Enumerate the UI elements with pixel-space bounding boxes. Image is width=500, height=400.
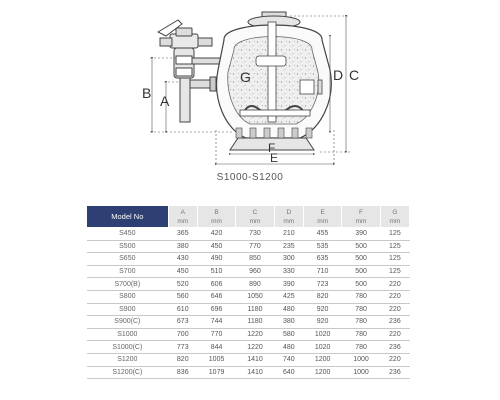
cell-value: 1180 <box>236 316 274 329</box>
table-header-row <box>87 206 410 228</box>
cell-value: 500 <box>342 240 380 253</box>
cell-value: 780 <box>342 341 380 354</box>
cell-value: 730 <box>236 228 274 241</box>
cell-value: 606 <box>197 278 235 291</box>
cell-value: 920 <box>303 303 341 316</box>
cell-value: 390 <box>342 228 380 241</box>
cell-value: 635 <box>303 253 341 266</box>
cell-value: 480 <box>274 303 303 316</box>
header-model: Model No <box>87 206 169 228</box>
table-row <box>87 366 410 379</box>
cell-value: 236 <box>380 341 409 354</box>
cell-value: 850 <box>236 253 274 266</box>
cell-model: S1000 <box>87 328 169 341</box>
cell-value: 1180 <box>236 303 274 316</box>
cell-model: S700(B) <box>87 278 169 291</box>
cell-value: 220 <box>380 303 409 316</box>
header-col-c <box>236 206 274 228</box>
cell-value: 220 <box>380 328 409 341</box>
cell-value: 1079 <box>197 366 235 379</box>
cell-value: 300 <box>274 253 303 266</box>
cell-value: 580 <box>274 328 303 341</box>
header-col-e <box>303 206 341 228</box>
dim-label-f: F <box>268 141 276 155</box>
header-col-g <box>380 206 409 228</box>
table-row <box>87 290 410 303</box>
cell-value: 780 <box>342 316 380 329</box>
cell-value: 510 <box>197 265 235 278</box>
cell-value: 1050 <box>236 290 274 303</box>
cell-value: 780 <box>342 303 380 316</box>
header-col-a <box>168 206 197 228</box>
cell-value: 710 <box>303 265 341 278</box>
header-col-f <box>342 206 380 228</box>
cell-value: 1220 <box>236 328 274 341</box>
cell-value: 740 <box>274 353 303 366</box>
cell-model: S650 <box>87 253 169 266</box>
cell-value: 560 <box>168 290 197 303</box>
cell-value: 380 <box>168 240 197 253</box>
filter-diagram <box>0 0 500 170</box>
cell-model: S500 <box>87 240 169 253</box>
table-row <box>87 316 410 329</box>
cell-model: S450 <box>87 228 169 241</box>
cell-value: 1000 <box>342 366 380 379</box>
cell-value: 780 <box>342 290 380 303</box>
cell-value: 1020 <box>303 328 341 341</box>
cell-model: S1200(C) <box>87 366 169 379</box>
header-unit: mm <box>283 217 295 225</box>
dim-label-e: E <box>270 151 279 165</box>
cell-value: 700 <box>168 328 197 341</box>
filter-tank <box>217 12 332 150</box>
table-row <box>87 253 410 266</box>
table-row <box>87 240 410 253</box>
cell-value: 820 <box>168 353 197 366</box>
cell-model: S900 <box>87 303 169 316</box>
cell-value: 500 <box>342 278 380 291</box>
header-unit: mm <box>355 217 367 225</box>
header-col-d <box>274 206 303 228</box>
cell-value: 696 <box>197 303 235 316</box>
cell-value: 125 <box>380 240 409 253</box>
header-letter: G <box>392 208 398 216</box>
dim-label-a: A <box>160 93 170 109</box>
cell-value: 773 <box>168 341 197 354</box>
cell-value: 490 <box>197 253 235 266</box>
cell-value: 610 <box>168 303 197 316</box>
cell-value: 780 <box>342 328 380 341</box>
dim-label-c: C <box>349 67 360 83</box>
cell-value: 770 <box>197 328 235 341</box>
table-row <box>87 228 410 241</box>
cell-value: 820 <box>303 290 341 303</box>
table-body <box>87 228 410 379</box>
cell-value: 480 <box>274 341 303 354</box>
cell-value: 1410 <box>236 353 274 366</box>
table-row <box>87 278 410 291</box>
cell-value: 220 <box>380 353 409 366</box>
cell-value: 920 <box>303 316 341 329</box>
cell-value: 500 <box>342 253 380 266</box>
cell-model: S700 <box>87 265 169 278</box>
spec-table <box>86 205 410 379</box>
cell-value: 430 <box>168 253 197 266</box>
table-row <box>87 353 410 366</box>
cell-value: 1200 <box>303 366 341 379</box>
header-unit: mm <box>211 217 222 225</box>
cell-value: 365 <box>168 228 197 241</box>
cell-value: 450 <box>168 265 197 278</box>
cell-value: 330 <box>274 265 303 278</box>
cell-value: 220 <box>380 278 409 291</box>
cell-value: 646 <box>197 290 235 303</box>
cell-value: 1020 <box>303 341 341 354</box>
cell-value: 1200 <box>303 353 341 366</box>
header-unit: mm <box>317 217 329 225</box>
cell-value: 420 <box>197 228 235 241</box>
cell-value: 235 <box>274 240 303 253</box>
cell-value: 236 <box>380 316 409 329</box>
header-letter: A <box>180 208 185 216</box>
cell-value: 1000 <box>342 353 380 366</box>
cell-value: 1005 <box>197 353 235 366</box>
header-letter: B <box>214 208 219 216</box>
table-row <box>87 341 410 354</box>
cell-value: 380 <box>274 316 303 329</box>
table-row <box>87 303 410 316</box>
cell-value: 1220 <box>236 341 274 354</box>
header-letter: C <box>252 208 258 216</box>
cell-value: 220 <box>380 290 409 303</box>
cell-value: 673 <box>168 316 197 329</box>
cell-value: 960 <box>236 265 274 278</box>
cell-value: 770 <box>236 240 274 253</box>
header-letter: F <box>359 208 364 216</box>
cell-value: 455 <box>303 228 341 241</box>
table-row <box>87 328 410 341</box>
dim-label-g: G <box>240 69 251 85</box>
header-unit: mm <box>249 217 261 225</box>
cell-value: 1410 <box>236 366 274 379</box>
header-unit: mm <box>389 217 401 225</box>
dim-label-d: D <box>333 67 344 83</box>
header-col-b <box>197 206 235 228</box>
cell-value: 236 <box>380 366 409 379</box>
cell-value: 210 <box>274 228 303 241</box>
cell-model: S900(C) <box>87 316 169 329</box>
cell-model: S800 <box>87 290 169 303</box>
header-letter: E <box>320 208 325 216</box>
cell-value: 640 <box>274 366 303 379</box>
cell-value: 425 <box>274 290 303 303</box>
cell-value: 723 <box>303 278 341 291</box>
cell-value: 520 <box>168 278 197 291</box>
table-row <box>87 265 410 278</box>
cell-value: 744 <box>197 316 235 329</box>
cell-value: 836 <box>168 366 197 379</box>
cell-value: 125 <box>380 253 409 266</box>
cell-model: S1200 <box>87 353 169 366</box>
cell-value: 844 <box>197 341 235 354</box>
cell-value: 535 <box>303 240 341 253</box>
header-unit: mm <box>177 217 189 225</box>
cell-value: 450 <box>197 240 235 253</box>
cell-value: 125 <box>380 265 409 278</box>
cell-model: S1000(C) <box>87 341 169 354</box>
cell-value: 125 <box>380 228 409 241</box>
dim-label-b: B <box>142 85 152 101</box>
cell-value: 390 <box>274 278 303 291</box>
header-letter: D <box>286 208 292 216</box>
cell-value: 890 <box>236 278 274 291</box>
diagram-caption: S1000-S1200 <box>216 172 284 183</box>
cell-value: 500 <box>342 265 380 278</box>
